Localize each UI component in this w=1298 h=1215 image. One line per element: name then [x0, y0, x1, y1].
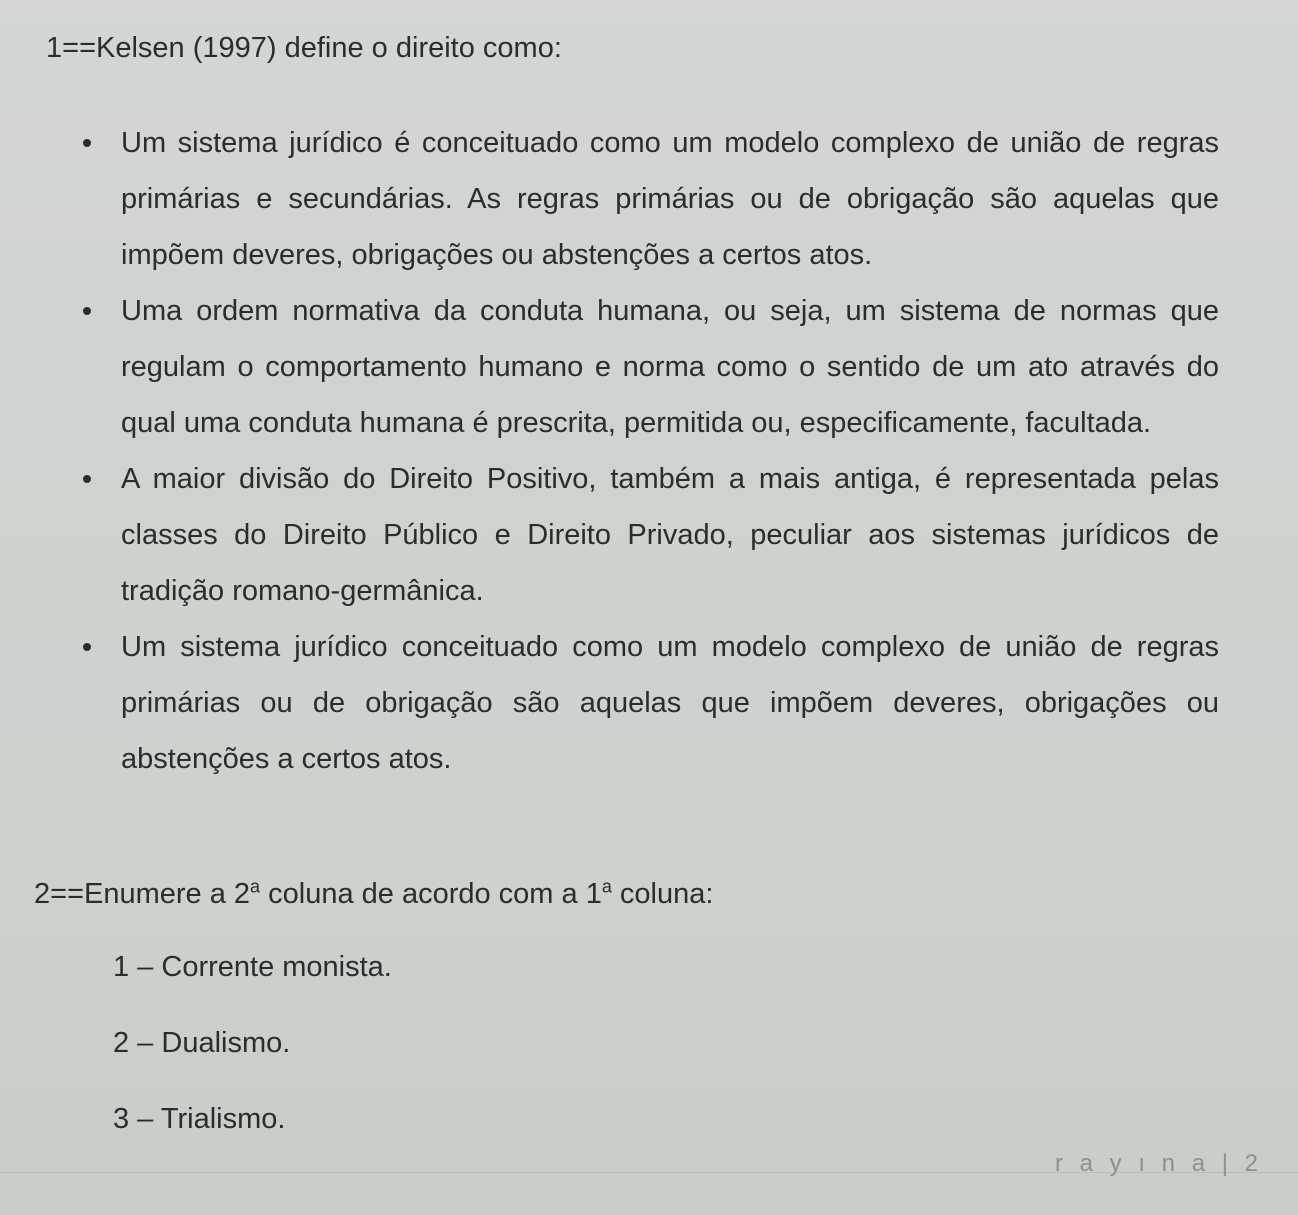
question-2-text-part1: Enumere a 2	[84, 878, 251, 910]
option-4-text: Um sistema jurídico conceituado como um modelo complexo de união de regras primárias ou de obrigação são aquelas que impõem deveres, obrigações ou abstenções a certos atos.	[121, 631, 1219, 775]
superscript-1: a	[250, 876, 261, 897]
question-2-text-part3: coluna:	[611, 878, 714, 910]
option-2-text: Uma ordem normativa da conduta humana, ou seja, um sistema de normas que regulam o comportamento humano e norma como o sentido de um ato através do qual uma conduta humana é prescrita, permitida ou, especificamente, facultada.	[121, 295, 1219, 439]
question-2-text-part2: coluna de acordo com a 1	[260, 878, 602, 910]
option-1	[121, 115, 1219, 283]
bullet-icon	[83, 643, 91, 651]
bullet-icon	[83, 307, 91, 315]
option-3	[121, 451, 1219, 619]
bullet-icon	[83, 139, 91, 147]
question-1-text: Kelsen (1997) define o direito como:	[96, 32, 562, 64]
question-2-number: 2==	[34, 878, 84, 910]
superscript-2: a	[601, 876, 612, 897]
question-2-title	[34, 876, 713, 912]
option-3-text: A maior divisão do Direito Positivo, também a mais antiga, é representada pelas classes do Direito Público e Direito Privado, peculiar aos sistemas jurídicos de tradição romano-germânica.	[121, 463, 1219, 607]
option-4	[121, 619, 1219, 787]
enum-item-2: 2 – Dualismo.	[113, 1027, 291, 1059]
question-1-number: 1==	[46, 32, 96, 64]
enum-item-1: 1 – Corrente monista.	[113, 951, 392, 983]
enum-item-3: 3 – Trialismo.	[113, 1103, 286, 1135]
question-1-title	[46, 30, 562, 66]
option-2	[121, 283, 1219, 451]
page-number-label: r a y ı n a | 2	[1055, 1150, 1263, 1177]
question-2-items	[113, 948, 392, 1176]
option-1-text: Um sistema jurídico é conceituado como um modelo complexo de união de regras primárias e secundárias. As regras primárias ou de obrigação são aquelas que impõem deveres, obrigações ou abstenções a certos atos.	[121, 127, 1219, 271]
question-1-options	[0, 115, 1298, 787]
bullet-icon	[83, 475, 91, 483]
